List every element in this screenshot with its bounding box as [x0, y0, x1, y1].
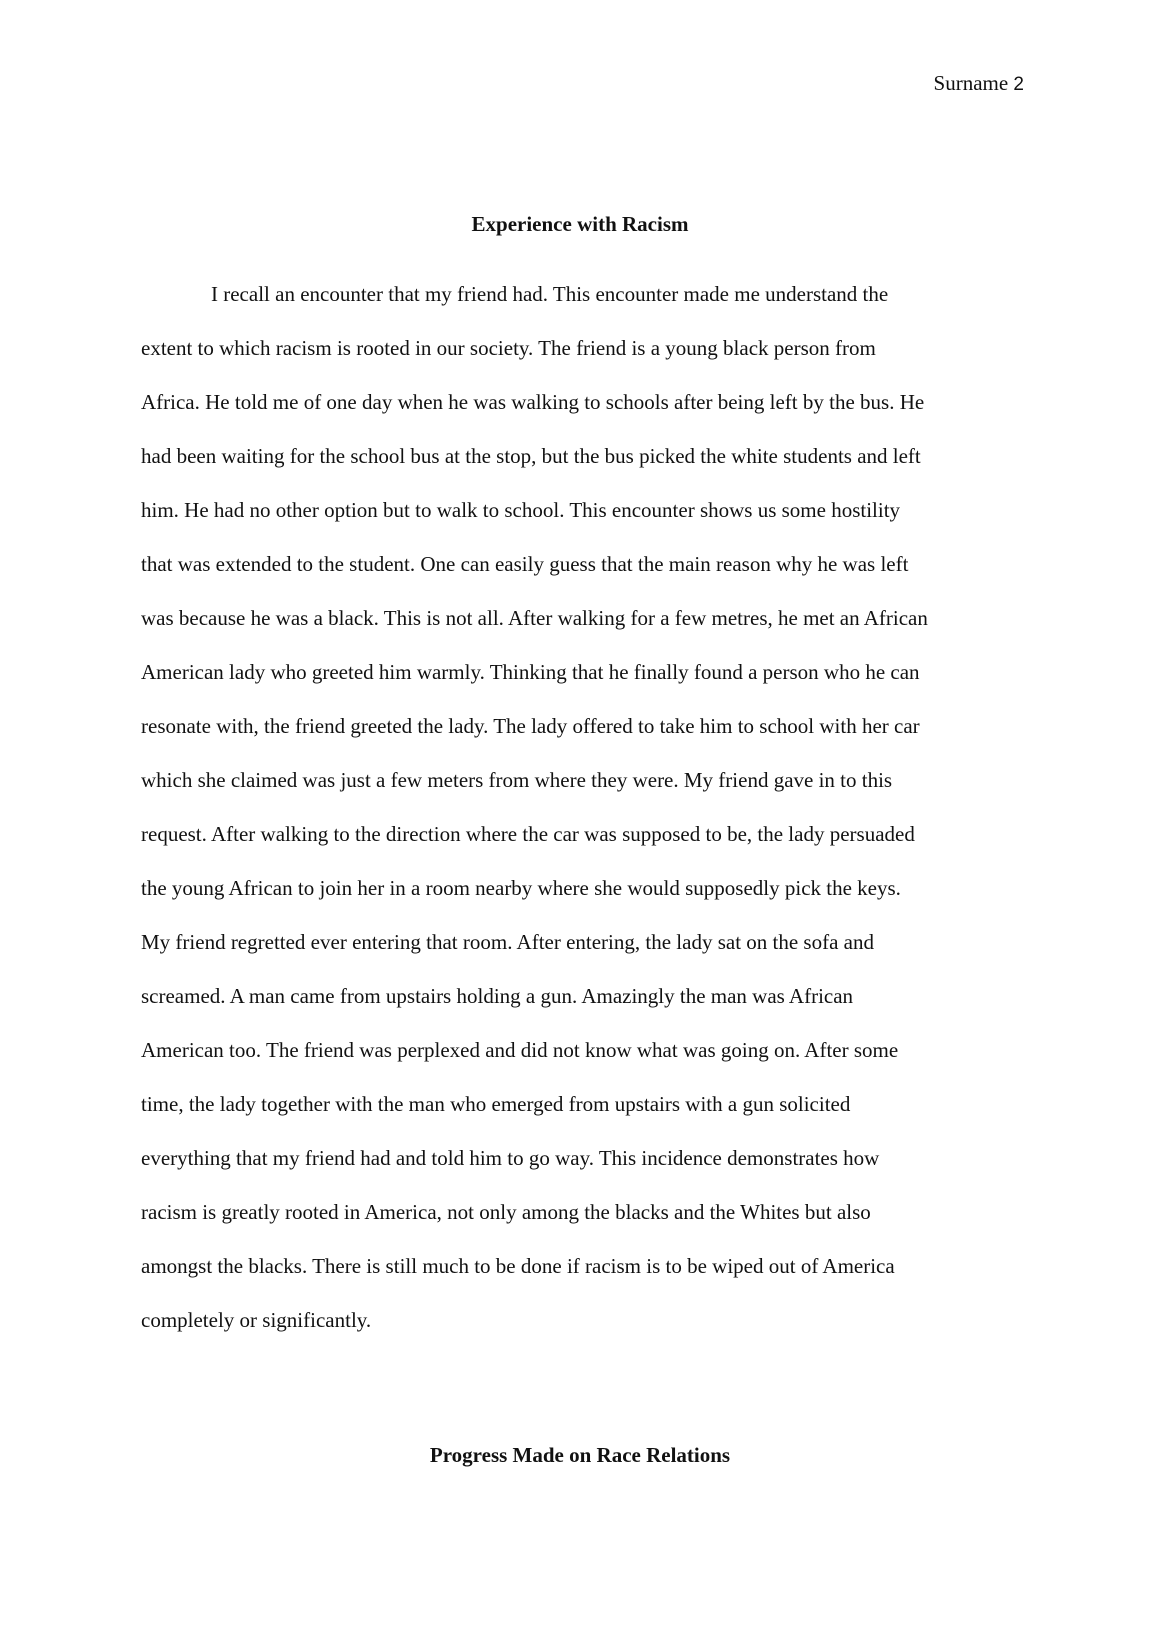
- paragraph-line: time, the lady together with the man who emerged from upstairs with a gun solicited: [141, 1092, 851, 1116]
- paragraph-line: extent to which racism is rooted in our society. The friend is a young black person from: [141, 336, 876, 360]
- paragraph-line: Africa. He told me of one day when he was walking to schools after being left by the bus. He: [141, 390, 925, 414]
- header-surname: Surname: [933, 71, 1009, 95]
- body-paragraph: [141, 281, 1021, 1361]
- paragraph-line: him. He had no other option but to walk to school. This encounter shows us some hostility: [141, 498, 901, 522]
- paragraph-line: racism is greatly rooted in America, not only among the blacks and the Whites but also: [141, 1200, 871, 1224]
- paragraph-line: American lady who greeted him warmly. Thinking that he finally found a person who he can: [141, 660, 920, 684]
- paragraph-line: was because he was a black. This is not all. After walking for a few metres, he met an African: [141, 606, 928, 630]
- paragraph-line: amongst the blacks. There is still much to be done if racism is to be wiped out of America: [141, 1254, 895, 1278]
- running-header: [934, 70, 1024, 98]
- paragraph-line: screamed. A man came from upstairs holding a gun. Amazingly the man was African: [141, 984, 854, 1008]
- section-heading: Experience with Racism: [471, 212, 689, 236]
- page-number: 2: [1013, 74, 1024, 95]
- paragraph-line: had been waiting for the school bus at the stop, but the bus picked the white students and left: [141, 444, 921, 468]
- paragraph-line: American too. The friend was perplexed and did not know what was going on. After some: [141, 1038, 899, 1062]
- paragraph-line: completely or significantly.: [141, 1308, 372, 1332]
- paragraph-line: I recall an encounter that my friend had. This encounter made me understand the: [211, 282, 889, 306]
- paragraph-line: resonate with, the friend greeted the lady. The lady offered to take him to school with her car: [141, 714, 920, 738]
- paragraph-line: that was extended to the student. One can easily guess that the main reason why he was left: [141, 552, 909, 576]
- paragraph-line: everything that my friend had and told him to go way. This incidence demonstrates how: [141, 1146, 880, 1170]
- paragraph-line: request. After walking to the direction where the car was supposed to be, the lady persuaded: [141, 822, 915, 846]
- paragraph-line: My friend regretted ever entering that room. After entering, the lady sat on the sofa and: [141, 930, 874, 954]
- paragraph-line: the young African to join her in a room nearby where she would supposedly pick the keys.: [141, 876, 901, 900]
- paragraph-line: which she claimed was just a few meters from where they were. My friend gave in to this: [141, 768, 893, 792]
- section-heading: Progress Made on Race Relations: [429, 1443, 731, 1467]
